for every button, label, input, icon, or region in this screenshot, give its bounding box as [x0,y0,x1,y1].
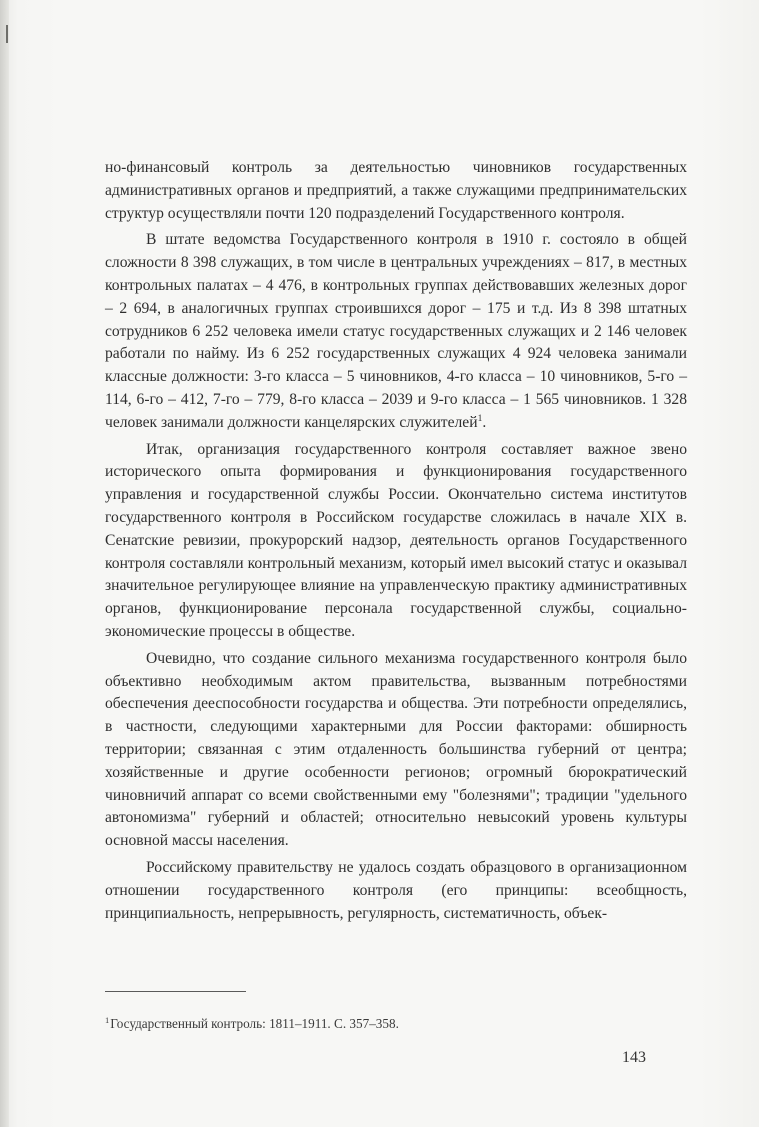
paragraph-2 [105,229,687,434]
paragraph-3-text: Итак, организация государственного контроля составляет важное звено исторического опыта формирования и функционирования государственного управления и государственной службы России. Окончательно система институтов государственного контроля в Российском государстве сложилась в начале XIX в. Сенатские ревизии, прокурорский надзор, деятельность органов Государственного контроля составляли контрольный механизм, который имел высокий статус и оказывал значительное регулирующее влияние на управленческую практику административных органов, функционирование персонала государственной службы, социально-экономические процессы в обществе. [105,440,687,640]
paragraph-3 [105,439,687,644]
footnote-number: 1 [105,1014,110,1025]
paragraph-2-text: В штате ведомства Государственного контроля в 1910 г. состояло в общей сложности 8 398 служащих, в том числе в центральных учреждениях – 817, в местных контрольных палатах – 4 476, в контрольных группах действовавших железных дорог – 2 694, в аналогичных группах строившихся дорог – 175 и т.д. Из 8 398 штатных сотрудников 6 252 человека имели статус государственных служащих и 2 146 человек работали по найму. Из 6 252 государственных служащих 4 924 человека занимали классные должности: 3-го класса – 5 чиновников, 4-го класса – 10 чиновников, 5-го – 114, 6-го – 412, 7-го – 779, 8-го класса – 2039 и 9-го класса – 1 565 чиновников. 1 328 человек занимали должности канцелярских служителей [105,231,687,431]
paragraph-5-text: Российскому правительству не удалось создать образцового в организационном отношении государственного контроля (его принципы: всеобщность, принципиальность, непрерывность, регулярность, систематичность, объек- [105,858,687,922]
footnote-text: Государственный контроль: 1811–1911. С. 357–358. [110,1016,399,1031]
footnote-reference: 1 [477,413,483,424]
footnote [105,1015,605,1033]
paragraph-5 [105,857,687,925]
page-number: 143 [622,1049,646,1066]
paragraph-4 [105,648,687,853]
paragraph-1 [105,157,687,225]
binding-mark [6,25,8,43]
main-text [105,157,687,929]
footnote-divider [105,991,246,992]
binding-shadow [0,0,9,1127]
paragraph-2-end: . [482,413,487,431]
paragraph-1-text: но-финансовый контроль за деятельностью чиновников государственных административных органов и предприятий, а также служащими предпринимательских структур осуществляли почти 120 подразделений Государственного контроля. [105,159,687,222]
paragraph-4-text: Очевидно, что создание сильного механизма государственного контроля было объективно необходимым актом правительства, вызванным потребностями обеспечения дееспособности государства и общества. Эти потребности определялись, в частности, следующими характерными для России факторами: обширность территории; связанная с этим отдаленность большинства губерний от центра; хозяйственные и другие особенности регионов; огромный бюрократический чиновничий аппарат со всеми свойственными ему "болезнями"; традиции "удельного автономизма" губерний и областей; относительно невысокий уровень культуры основной массы населения. [105,649,687,850]
